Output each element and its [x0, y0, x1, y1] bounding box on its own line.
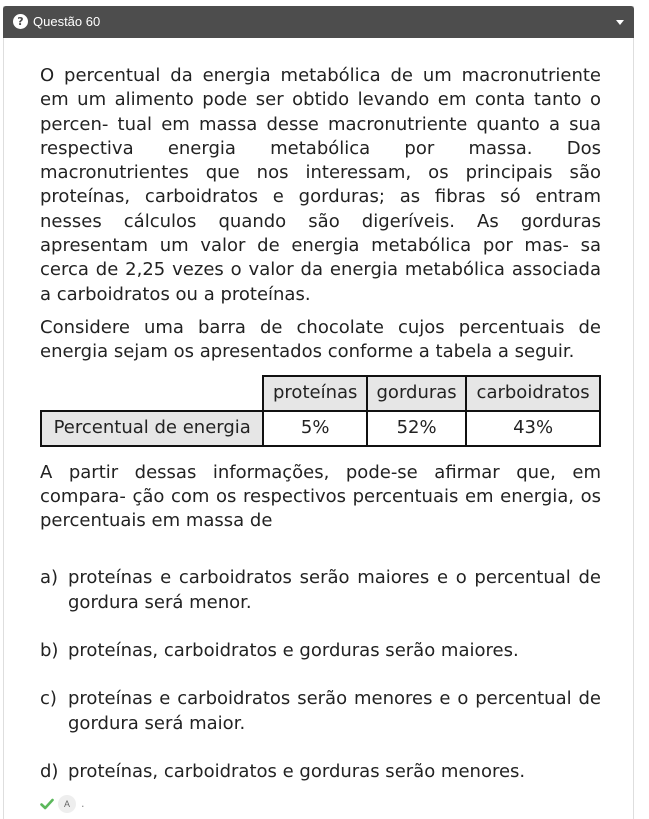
conclusion-paragraph: A partir dessas informações, pode-se afirmar que, em compara- ção com os respectivos percentuais em energia, os percentuais em massa de: [40, 461, 601, 532]
table-header-gorduras: gorduras: [367, 376, 466, 411]
intro-paragraph: O percentual da energia metabólica de um macronutriente em um alimento pode ser obtido levando em conta tanto o percen- tual em massa desse macronutriente quanto a sua respectiva energia metabólica por massa. Dos macronutrientes que nos interessam, os principais são proteínas, carboidratos e gorduras; as fibras só entram nesses cálculos quando são digeríveis. As gorduras apresentam um valor de energia metabólica por mas- sa cerca de 2,25 vezes o valor da energia metabólica associada a carboidratos ou a proteínas.: [40, 65, 602, 305]
table-header-carboidratos: carboidratos: [466, 376, 600, 411]
option-c[interactable]: [40, 687, 601, 736]
option-letter: c): [40, 688, 57, 710]
answer-options: [40, 566, 601, 784]
option-b[interactable]: [40, 639, 601, 663]
answer-letter-badge: A: [58, 795, 76, 813]
answer-key: [40, 795, 85, 813]
question-header[interactable]: [3, 6, 634, 38]
checkmark-icon: [40, 797, 54, 811]
option-text: proteínas, carboidratos e gorduras serão maiores.: [68, 640, 519, 662]
energy-table: [40, 375, 601, 447]
table-header-proteinas: proteínas: [263, 376, 367, 411]
question-body: [40, 64, 601, 784]
table-cell-carboidratos: 43%: [466, 411, 600, 446]
option-text: proteínas e carboidratos serão maiores e o percentual de gordura será menor.: [68, 567, 601, 613]
table-row-label: Percentual de energia: [41, 411, 263, 446]
option-letter: b): [40, 640, 59, 662]
answer-suffix: .: [81, 797, 85, 810]
option-letter: a): [40, 567, 59, 589]
table-row: [41, 411, 600, 446]
option-text: proteínas e carboidratos serão menores e o percentual de gordura será maior.: [68, 688, 601, 734]
table-cell-gorduras: 52%: [367, 411, 466, 446]
table-corner-cell: [41, 376, 263, 411]
caret-down-icon[interactable]: [616, 20, 624, 25]
table-header-row: [41, 376, 600, 411]
option-a[interactable]: [40, 566, 601, 615]
question-circle-icon: ?: [13, 14, 28, 29]
table-cell-proteinas: 5%: [263, 411, 367, 446]
option-d[interactable]: [40, 760, 601, 784]
option-text: proteínas, carboidratos e gorduras serão menores.: [68, 760, 526, 782]
question-title: Questão 60: [33, 14, 101, 29]
option-letter: d): [40, 760, 59, 782]
consider-paragraph: Considere uma barra de chocolate cujos percentuais de energia sejam os apresentados conforme a tabela a seguir.: [40, 316, 601, 363]
